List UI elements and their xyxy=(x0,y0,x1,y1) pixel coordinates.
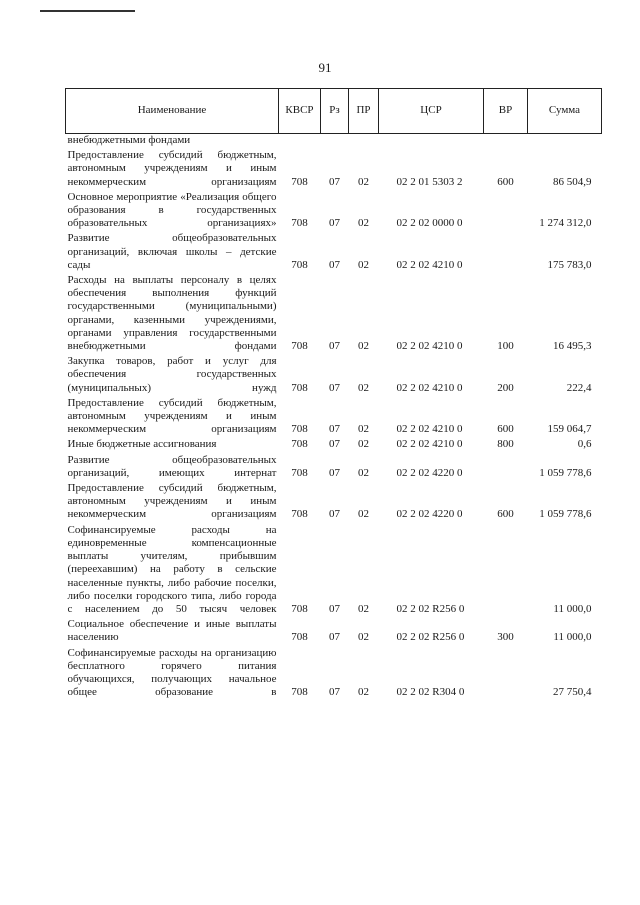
row-name: Софинансируемые расходы на организацию бесплатного горячего питания обучающихся, получающих начальное общее образование в xyxy=(67,646,277,699)
row-pr: 02 xyxy=(358,258,369,271)
header-pr: ПР xyxy=(349,89,379,134)
row-name: Расходы на выплаты персоналу в целях обеспечения выполнения функций государственными (муниципальными) органами, казенными учреждениями, органами управления государственными внебюджетными фондами xyxy=(67,274,277,353)
row-csr: 02 2 02 R304 0 xyxy=(396,686,465,699)
table-row xyxy=(66,134,602,150)
row-pr: 02 xyxy=(358,340,369,353)
row-csr: 02 2 02 R256 0 xyxy=(396,602,465,615)
row-rz: 07 xyxy=(329,381,340,394)
row-rz: 07 xyxy=(329,508,340,521)
row-csr: 02 2 02 4210 0 xyxy=(396,258,463,271)
row-kvsr: 708 xyxy=(291,508,308,521)
header-kvsr: КВСР xyxy=(279,89,321,134)
row-kvsr: 708 xyxy=(291,686,308,699)
row-csr: 02 2 02 4220 0 xyxy=(396,466,463,479)
table-row xyxy=(66,191,602,233)
row-csr: 02 2 01 5303 2 xyxy=(396,175,463,188)
row-sum: 1 059 778,6 xyxy=(539,508,592,521)
row-csr: 02 2 02 4210 0 xyxy=(396,381,463,394)
row-sum: 175 783,0 xyxy=(547,258,592,271)
row-name: Закупка товаров, работ и услуг для обеспечения государственных (муниципальных) нужд xyxy=(67,355,277,394)
row-kvsr: 708 xyxy=(291,217,308,230)
table-row xyxy=(66,149,602,191)
row-kvsr: 708 xyxy=(291,631,308,644)
row-pr: 02 xyxy=(358,423,369,436)
row-kvsr: 708 xyxy=(291,466,308,479)
header-name: Наименование xyxy=(66,89,279,134)
row-rz: 07 xyxy=(329,686,340,699)
table-row xyxy=(66,454,602,482)
row-name: Предоставление субсидий бюджетным, автономным учреждениям и иным некоммерческим организациям xyxy=(67,482,277,521)
budget-table xyxy=(65,88,602,701)
row-sum: 27 750,4 xyxy=(553,686,592,699)
row-vr xyxy=(484,232,528,274)
row-pr: 02 xyxy=(358,466,369,479)
row-rz: 07 xyxy=(329,217,340,230)
row-kvsr: 708 xyxy=(291,423,308,436)
table-row xyxy=(66,355,602,397)
row-csr: 02 2 02 4210 0 xyxy=(396,438,463,451)
table-row xyxy=(66,482,602,524)
row-vr: 600 xyxy=(497,175,514,188)
row-kvsr: 708 xyxy=(291,381,308,394)
row-vr: 100 xyxy=(497,340,514,353)
row-kvsr: 708 xyxy=(291,175,308,188)
header-sum: Сумма xyxy=(528,89,602,134)
table-row xyxy=(66,618,602,646)
table-row xyxy=(66,274,602,355)
row-rz xyxy=(321,134,349,150)
row-csr: 02 2 02 4220 0 xyxy=(396,508,463,521)
row-rz: 07 xyxy=(329,258,340,271)
row-pr: 02 xyxy=(358,602,369,615)
row-sum: 16 495,3 xyxy=(553,340,592,353)
top-rule xyxy=(40,10,135,12)
row-vr: 800 xyxy=(497,438,514,451)
row-csr xyxy=(379,134,484,150)
row-rz: 07 xyxy=(329,175,340,188)
row-pr: 02 xyxy=(358,217,369,230)
row-kvsr xyxy=(279,134,321,150)
row-pr: 02 xyxy=(358,175,369,188)
row-pr: 02 xyxy=(358,381,369,394)
row-name: Предоставление субсидий бюджетным, автономным учреждениям и иным некоммерческим организациям xyxy=(67,149,277,188)
row-pr: 02 xyxy=(358,631,369,644)
row-pr xyxy=(349,134,379,150)
row-name: Развитие общеобразовательных организаций, имеющих интернат xyxy=(67,453,277,479)
row-rz: 07 xyxy=(329,466,340,479)
row-vr xyxy=(484,134,528,150)
row-sum: 86 504,9 xyxy=(553,175,592,188)
table-row xyxy=(66,438,602,453)
row-sum: 159 064,7 xyxy=(547,423,592,436)
table-row xyxy=(66,524,602,618)
row-vr xyxy=(484,524,528,618)
row-name: Основное мероприятие «Реализация общего образования в государственных образовательных организациях» xyxy=(67,190,277,230)
row-name: внебюджетными фондами xyxy=(67,134,191,146)
row-vr: 300 xyxy=(497,631,514,644)
row-name: Развитие общеобразовательных организаций, включая школы – детские сады xyxy=(67,232,277,271)
row-pr: 02 xyxy=(358,438,369,451)
row-csr: 02 2 02 0000 0 xyxy=(396,217,463,230)
row-name: Социальное обеспечение и иные выплаты населению xyxy=(67,618,277,644)
row-name: Предоставление субсидий бюджетным, автономным учреждениям и иным некоммерческим организациям xyxy=(67,396,277,436)
row-rz: 07 xyxy=(329,631,340,644)
row-sum: 11 000,0 xyxy=(553,631,592,644)
row-kvsr: 708 xyxy=(291,602,308,615)
row-kvsr: 708 xyxy=(291,438,308,451)
row-pr: 02 xyxy=(358,508,369,521)
header-rz: Рз xyxy=(321,89,349,134)
row-sum: 0,6 xyxy=(577,438,592,451)
row-vr xyxy=(484,454,528,482)
page-number: 91 xyxy=(318,60,332,75)
row-rz: 07 xyxy=(329,602,340,615)
row-pr: 02 xyxy=(358,686,369,699)
row-rz: 07 xyxy=(329,438,340,451)
table-row xyxy=(66,397,602,439)
row-name: Иные бюджетные ассигнования xyxy=(67,438,217,451)
row-rz: 07 xyxy=(329,423,340,436)
row-vr: 600 xyxy=(497,423,514,436)
row-vr: 600 xyxy=(497,508,514,521)
row-sum: 1 274 312,0 xyxy=(539,217,592,230)
header-vr: ВР xyxy=(484,89,528,134)
table-row xyxy=(66,232,602,274)
row-sum: 222,4 xyxy=(566,381,592,394)
row-sum xyxy=(528,134,602,150)
table-row xyxy=(66,647,602,702)
row-kvsr: 708 xyxy=(291,258,308,271)
row-sum: 1 059 778,6 xyxy=(539,466,592,479)
row-vr xyxy=(484,647,528,702)
row-csr: 02 2 02 4210 0 xyxy=(396,423,463,436)
row-csr: 02 2 02 R256 0 xyxy=(396,631,465,644)
row-kvsr: 708 xyxy=(291,340,308,353)
row-sum: 11 000,0 xyxy=(553,602,592,615)
row-vr xyxy=(484,191,528,233)
row-rz: 07 xyxy=(329,340,340,353)
row-vr: 200 xyxy=(497,381,514,394)
row-csr: 02 2 02 4210 0 xyxy=(396,340,463,353)
row-name: Софинансируемые расходы на единовременные компенсационные выплаты учителям, прибывшим (переехавшим) на работу в сельские населенные пункты, либо рабочие поселки, либо поселки городского типа, либо города с населением до 50 тысяч человек xyxy=(67,523,277,615)
header-csr: ЦСР xyxy=(379,89,484,134)
table-header-row xyxy=(66,89,602,134)
